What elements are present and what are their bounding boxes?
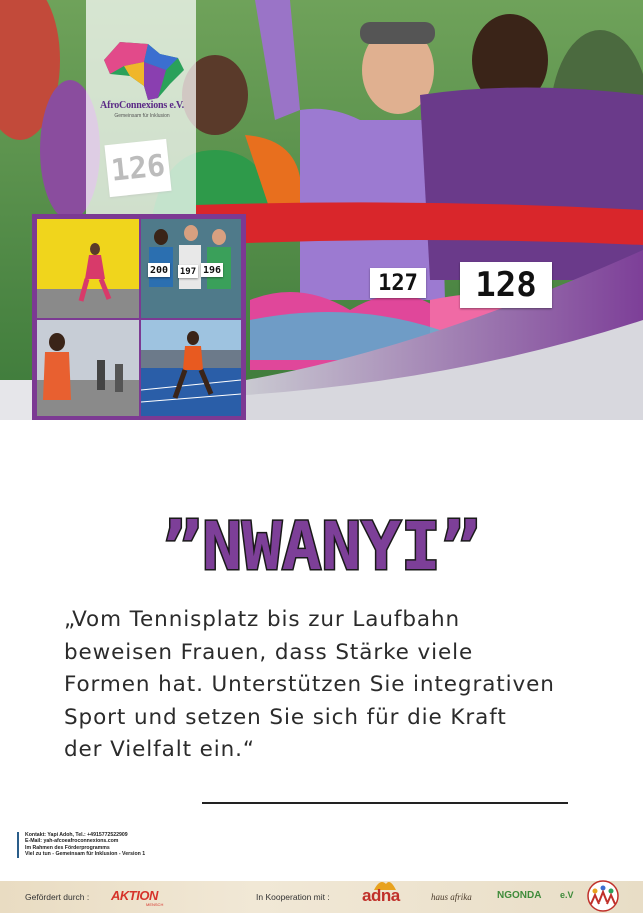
bib-number: 197	[179, 266, 197, 277]
bib-number: 196	[202, 264, 222, 276]
collage-photo-stadium	[141, 320, 241, 416]
ngonda-ev-label: e.V	[560, 890, 574, 900]
ngonda-logo: NGONDA	[497, 890, 542, 901]
haus-afrika-logo: haus afrika	[431, 892, 472, 902]
bib-number: 127	[370, 268, 426, 298]
logo-name: AfroConnexions e.V.	[100, 100, 184, 111]
inclusion-people-logo-icon	[585, 880, 621, 912]
africa-map-logo-icon	[100, 40, 186, 102]
quote-line: der Vielfalt ein.“	[64, 737, 255, 762]
contact-line: Im Rahmen des Förderprogramms	[25, 844, 110, 851]
quote-line: Formen hat. Unterstützen Sie integrativen	[64, 672, 555, 697]
contact-line: Kontakt: Yapi Adoh, Tel.: +4915772522909	[25, 832, 128, 838]
contact-line: E-Mail: yah-afcoeafroconnexions.com	[25, 838, 119, 845]
contact-line: Viel zu tun - Gemeinsam für Inklusion - Version 1	[25, 851, 146, 858]
funded-by-label: Gefördert durch :	[25, 892, 90, 902]
quote-line: Sport und setzen Sie sich für die Kraft	[64, 704, 507, 730]
contact-block	[17, 832, 145, 858]
quote-line: beweisen Frauen, dass Stärke viele	[64, 639, 474, 665]
page-title: ”NWANYI”	[162, 508, 481, 585]
logo-tagline: Gemeinsam für Inklusion	[114, 113, 170, 119]
cooperation-label: In Kooperation mit :	[256, 892, 330, 902]
bib-number: 128	[460, 262, 552, 308]
aktion-mensch-sub: MENSCH	[146, 902, 164, 907]
bib-number: 200	[149, 264, 169, 276]
quote-line: „Vom Tennisplatz bis zur Laufbahn	[64, 607, 461, 632]
collage-photo-track-runners	[141, 219, 241, 318]
photo-collage	[32, 214, 246, 420]
collage-photo-yellow-wall	[37, 219, 139, 318]
signature-line	[202, 802, 568, 804]
collage-photo-street-run	[37, 320, 139, 416]
aktion-mensch-logo: AKTION	[111, 888, 158, 903]
adna-logo: adna	[362, 886, 400, 905]
quote-text	[64, 604, 624, 767]
